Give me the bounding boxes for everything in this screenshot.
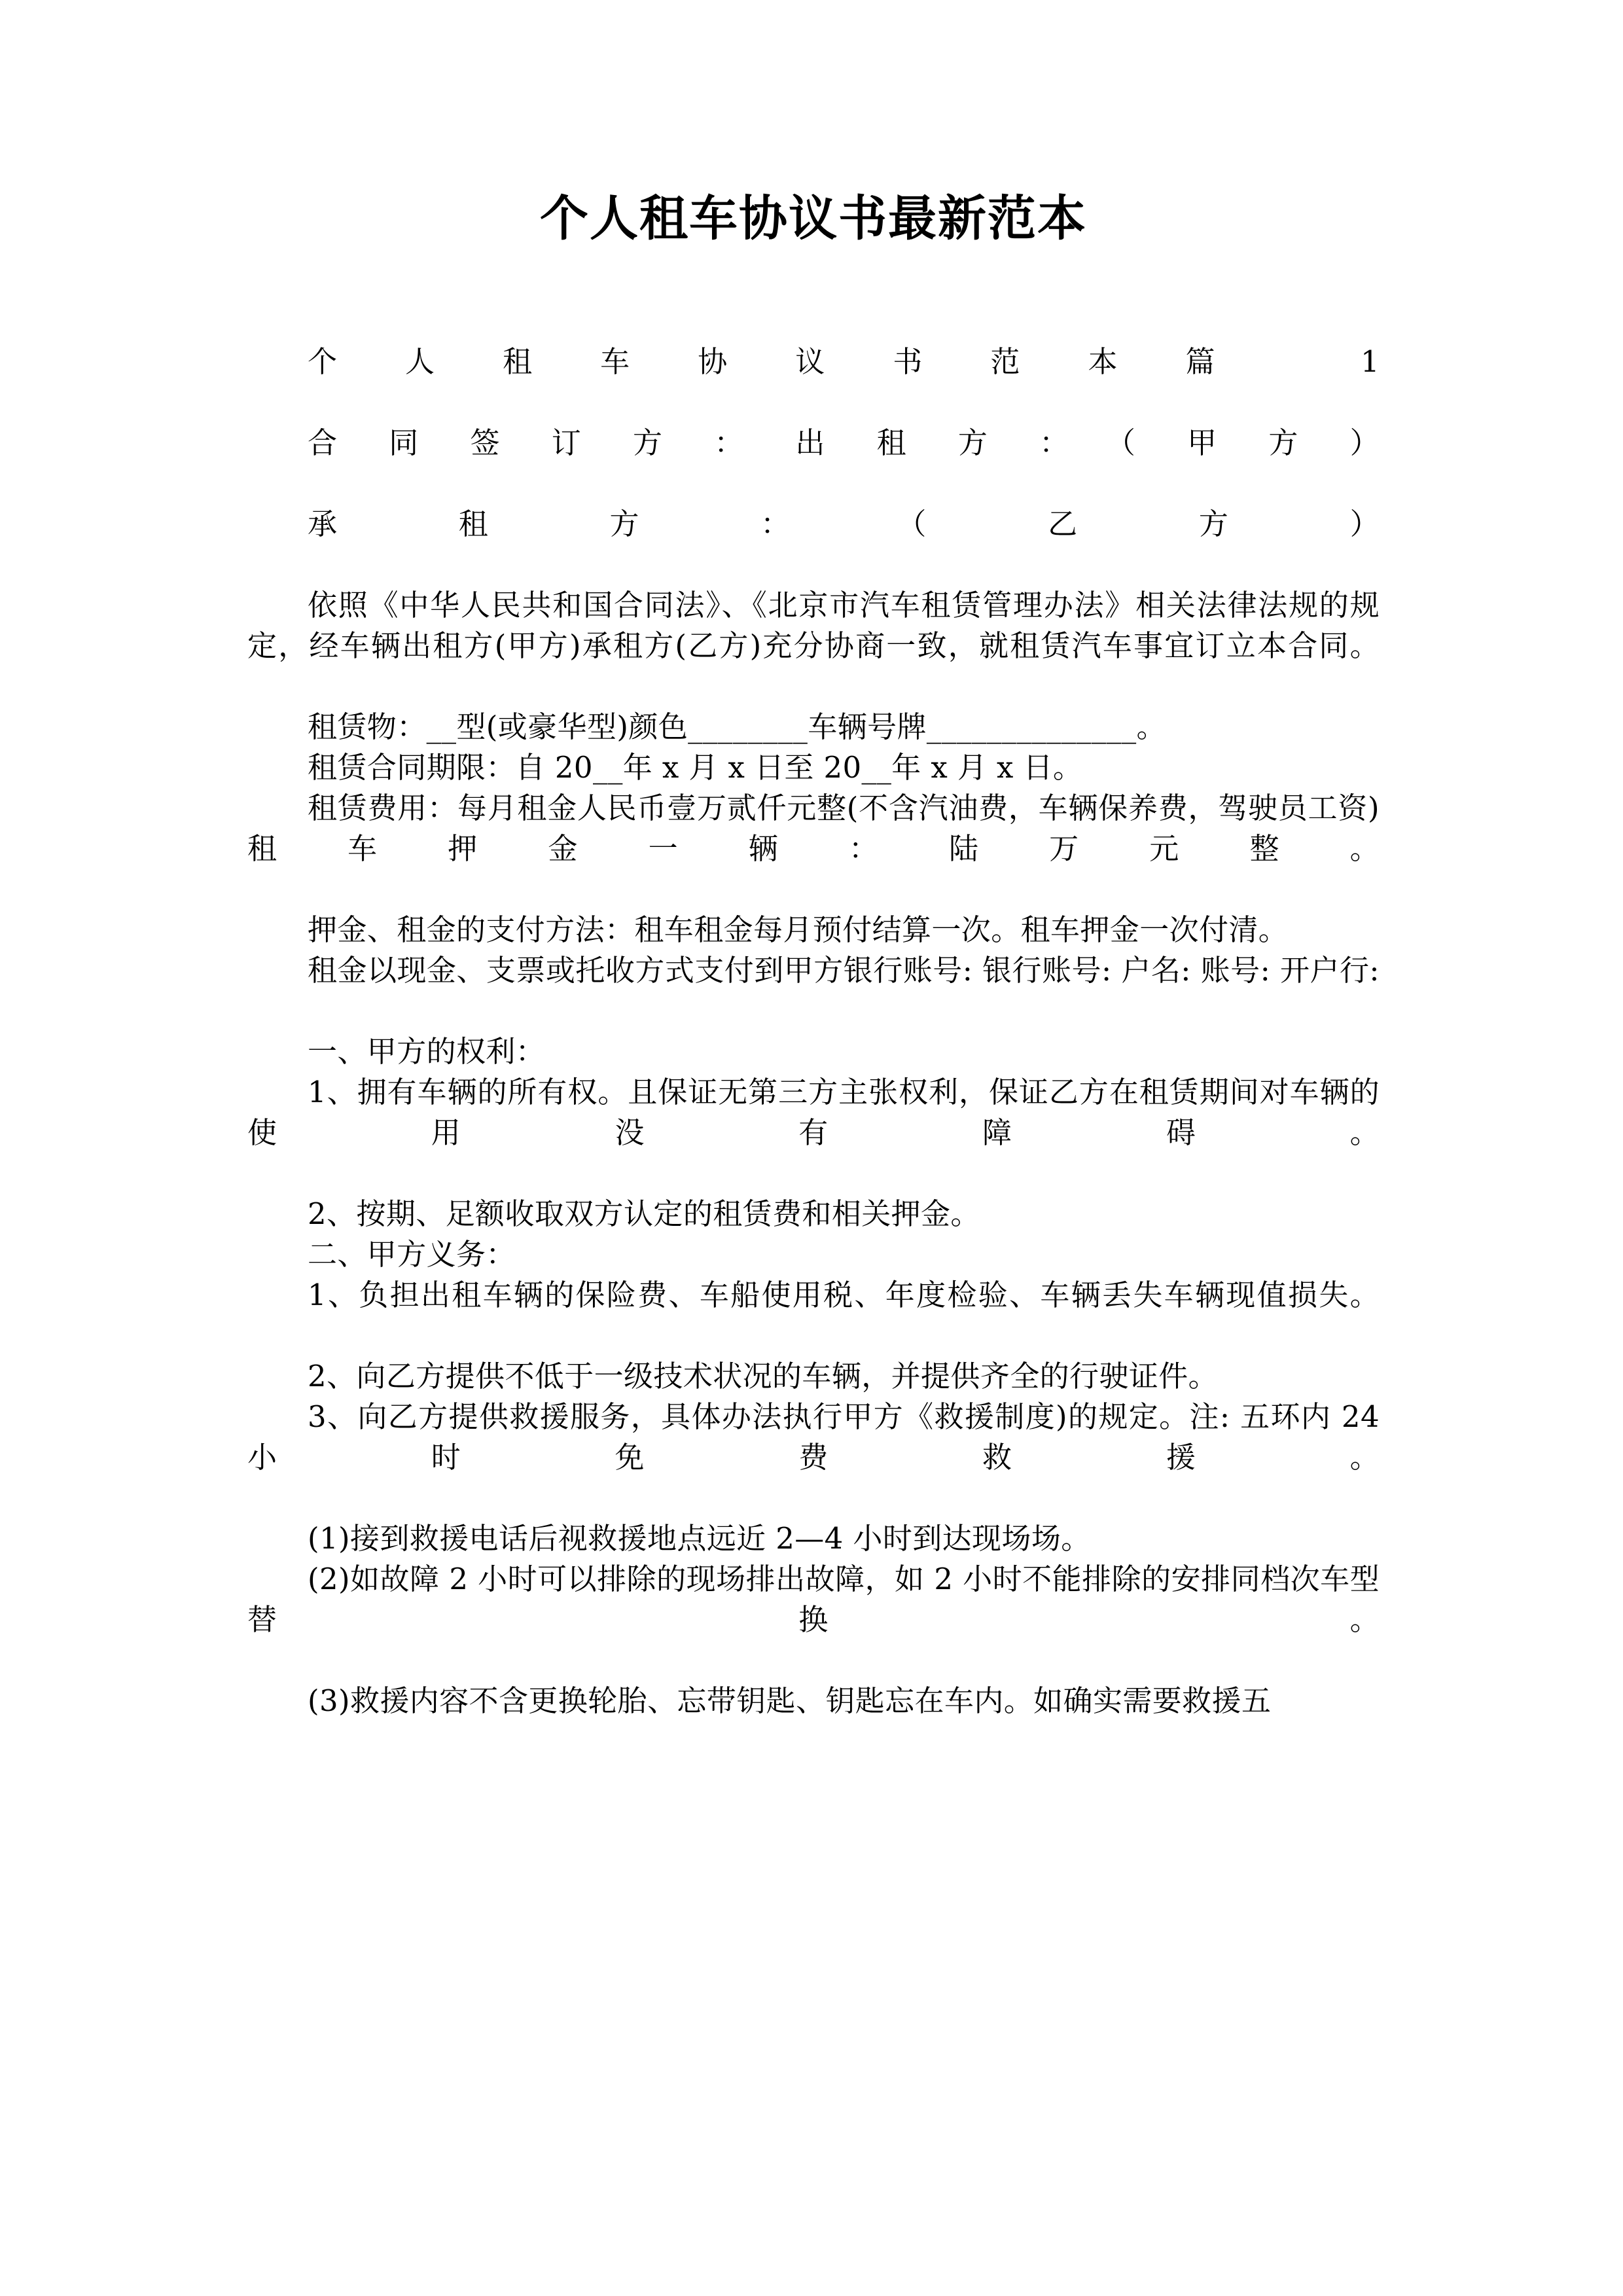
paragraph-contract-parties-lessee: 承租方：（乙方） (308, 507, 1380, 541)
paragraph-rescue-sub-2: (2)如故障 2 小时可以排除的现场排出故障，如 2 小时不能排除的安排同档次车型替换。 (247, 1562, 1380, 1637)
paragraph-duties-item-3: 3、向乙方提供救援服务，具体办法执行甲方《救援制度)的规定。注: 五环内 24 小时免费救援。 (247, 1399, 1380, 1475)
paragraph-duties-item-2: 2、向乙方提供不低于一级技术状况的车辆，并提供齐全的行驶证件。 (308, 1359, 1219, 1393)
paragraph-section-heading-duties: 二、甲方义务： (308, 1237, 516, 1272)
page-title: 个人租车协议书最新范本 (540, 190, 1087, 247)
paragraph-leased-item: 租赁物：__型(或豪华型)颜色________车辆号牌______________。 (308, 709, 1166, 744)
paragraph-bank-transfer: 租金以现金、支票或托收方式支付到甲方银行账号: 银行账号: 户名: 账号: 开户行: (308, 953, 1380, 988)
paragraph-section-heading-1: 个人租车协议书范本篇 1 (308, 344, 1380, 379)
paragraph-rescue-sub-1: (1)接到救援电话后视救援地点远近 2—4 小时到达现场场。 (308, 1521, 1091, 1556)
paragraph-rental-fee: 租赁费用：每月租金人民币壹万贰仟元整(不含汽油费，车辆保养费，驾驶员工资)租车押金一辆：陆万元整。 (247, 791, 1380, 866)
document-body (247, 342, 1380, 1721)
paragraph-rescue-sub-3: (3)救援内容不含更换轮胎、忘带钥匙、钥匙忘在车内。如确实需要救援五 (308, 1683, 1272, 1718)
paragraph-rights-item-1: 1、拥有车辆的所有权。且保证无第三方主张权利，保证乙方在租赁期间对车辆的使用没有障碍。 (247, 1075, 1380, 1150)
paragraph-contract-parties-lessor: 合同签订方：出租方：（甲方） (308, 425, 1380, 460)
paragraph-duties-item-1: 1、负担出租车辆的保险费、车船使用税、年度检验、车辆丢失车辆现值损失。 (308, 1278, 1380, 1312)
paragraph-lease-term: 租赁合同期限：自 20__年 x 月 x 日至 20__年 x 月 x 日。 (308, 750, 1083, 785)
paragraph-section-heading-rights: 一、甲方的权利： (308, 1034, 546, 1069)
paragraph-legal-basis: 依照《中华人民共和国合同法》、《北京市汽车租赁管理办法》相关法律法规的规定，经车辆出租方(甲方)承租方(乙方)充分协商一致，就租赁汽车事宜订立本合同。 (247, 588, 1380, 663)
paragraph-payment-method: 押金、租金的支付方法：租车租金每月预付结算一次。租车押金一次付清。 (308, 912, 1289, 947)
paragraph-rights-item-2: 2、按期、足额收取双方认定的租赁费和相关押金。 (308, 1196, 980, 1231)
